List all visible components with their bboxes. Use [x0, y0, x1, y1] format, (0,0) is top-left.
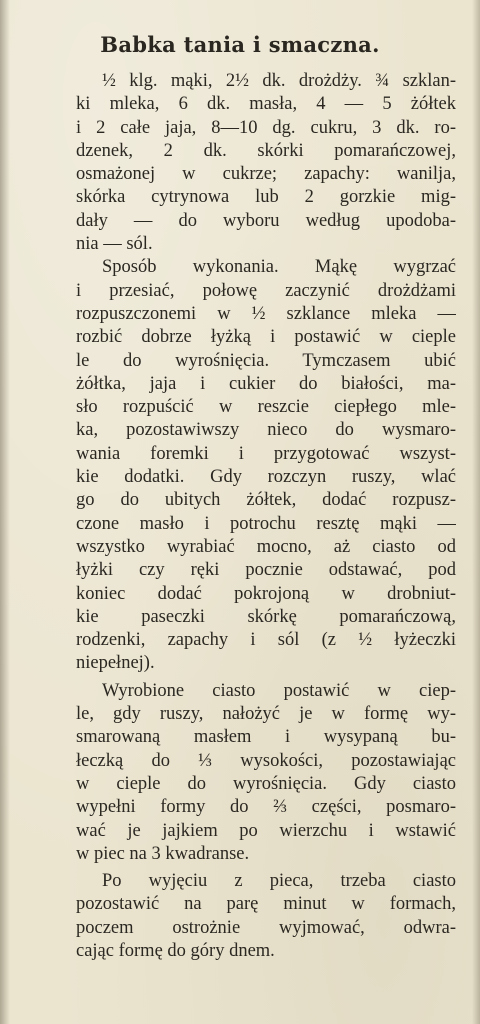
- text-line: le, gdy ruszy, nałożyć je w formę wy-: [76, 704, 456, 725]
- text-line: Po wyjęciu z pieca, trzeba ciasto: [102, 871, 456, 892]
- text-line: le do wyrośnięcia. Tymczasem ubić: [76, 350, 456, 371]
- baking-paragraph: [76, 680, 456, 866]
- text-line: kie dodatki. Gdy rozczyn ruszy, wlać: [76, 467, 456, 488]
- text-line: osmażonej w cukrze; zapachy: wanilja,: [76, 164, 456, 185]
- text-line: niepełnej).: [76, 653, 155, 674]
- text-line: poczem ostrożnie wyjmować, odwra-: [76, 917, 456, 938]
- recipe-body: [76, 70, 456, 963]
- text-line: wania foremki i przygotować wszyst-: [76, 443, 456, 464]
- text-line: rodzenki, zapachy i sól (z ½ łyżeczki: [76, 630, 456, 651]
- text-line: go do ubitych żółtek, dodać rozpusz-: [76, 490, 456, 511]
- text-line: skórka cytrynowa lub 2 gorzkie mig-: [76, 187, 456, 208]
- text-line: dzenek, 2 dk. skórki pomarańczowej,: [76, 140, 456, 161]
- text-line: smarowaną masłem i wysypaną bu-: [76, 727, 456, 748]
- method-paragraph: [76, 256, 456, 675]
- text-line: żółtka, jaja i cukier do białości, ma-: [76, 373, 456, 394]
- text-line: koniec dodać pokrojoną w drobniut-: [76, 583, 456, 604]
- text-line: rozpuszczonemi w ½ szklance mleka —: [76, 303, 456, 324]
- text-line: wypełni formy do ⅔ części, posmaro-: [76, 797, 456, 818]
- text-line: i przesiać, połowę zaczynić drożdżami: [76, 280, 456, 301]
- text-line: łeczką do ⅓ wysokości, pozostawiając: [76, 750, 456, 771]
- finishing-paragraph: [76, 870, 456, 963]
- text-line: ki mleka, 6 dk. masła, 4 — 5 żółtek: [76, 94, 456, 115]
- text-line: ½ klg. mąki, 2½ dk. drożdży. ¾ szklan-: [102, 71, 456, 91]
- text-line: w piec na 3 kwadranse.: [76, 843, 250, 864]
- text-line: wać je jajkiem po wierzchu i wstawić: [76, 820, 456, 841]
- recipe-title: Babka tania i smaczna.: [100, 32, 380, 57]
- text-line: wszystko wyrabiać mocno, aż ciasto od: [76, 536, 456, 557]
- text-line: cając formę do góry dnem.: [76, 940, 275, 961]
- text-line: kie paseczki skórkę pomarańczową,: [76, 606, 456, 627]
- text-line: sło rozpuścić w reszcie ciepłego mle-: [76, 397, 456, 418]
- text-line: rozbić dobrze łyżką i postawić w cieple: [76, 327, 456, 348]
- text-line: czone masło i potrochu resztę mąki —: [76, 513, 456, 534]
- text-line: w cieple do wyrośnięcia. Gdy ciasto: [76, 773, 456, 794]
- text-line: i 2 całe jaja, 8—10 dg. cukru, 3 dk. ro-: [76, 117, 456, 138]
- text-line: Wyrobione ciasto postawić w ciep-: [102, 680, 456, 701]
- text-line: pozostawić na parę minut w formach,: [76, 894, 456, 915]
- page-edge-shadow-left: [0, 0, 10, 1024]
- text-line: nia — sól.: [76, 234, 153, 255]
- ingredients-paragraph: [76, 70, 456, 256]
- text-line: dały — do wyboru według upodoba-: [76, 210, 456, 231]
- page-edge-shadow-right: [472, 0, 480, 1024]
- text-line: łyżki czy ręki pocznie odstawać, pod: [76, 560, 456, 581]
- text-line: ka, pozostawiwszy nieco do wysmaro-: [76, 420, 456, 441]
- text-line: Sposób wykonania. Mąkę wygrzać: [102, 257, 456, 278]
